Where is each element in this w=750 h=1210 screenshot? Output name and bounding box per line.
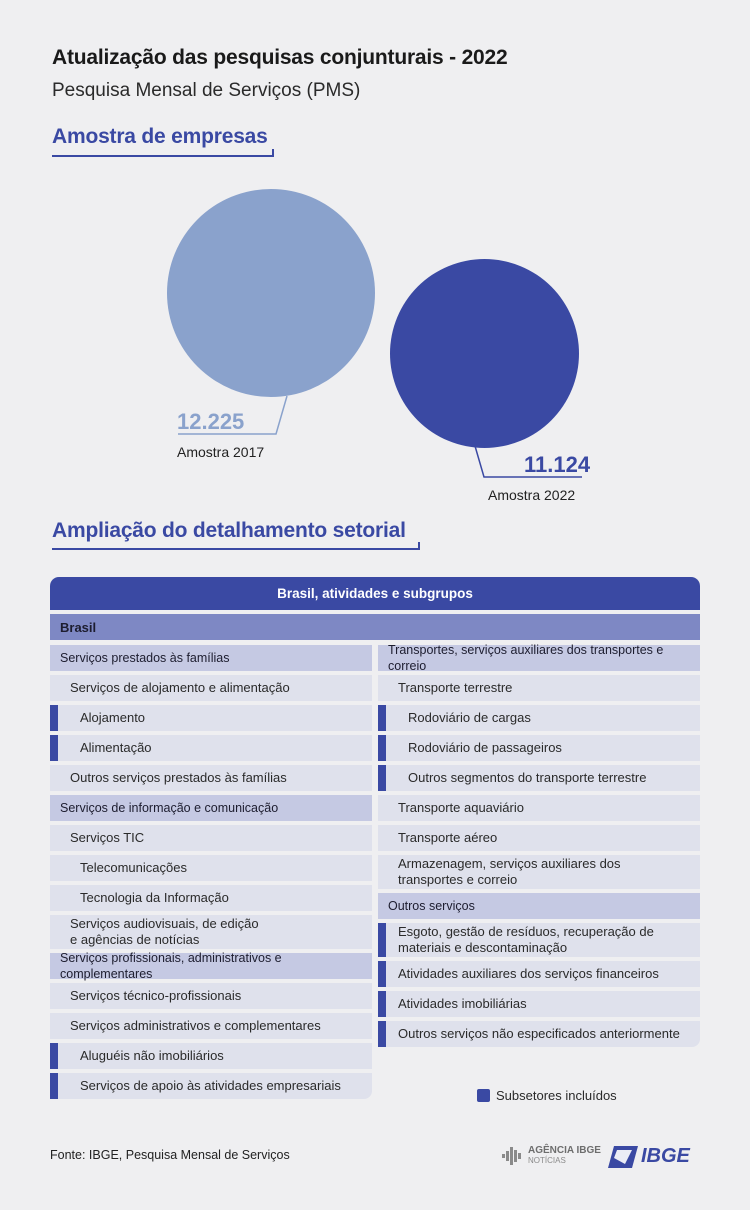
activity-label: Serviços de alojamento e alimentação [70, 680, 290, 695]
subsector-marker [378, 961, 386, 987]
activity-row [378, 795, 700, 821]
activity-row [378, 991, 700, 1017]
agencia-logo-icon [502, 1145, 524, 1167]
group-row [378, 645, 700, 671]
activity-row [50, 885, 372, 911]
activity-label: Atividades imobiliárias [398, 996, 527, 1011]
subsector-marker [378, 991, 386, 1017]
activity-row [378, 923, 700, 957]
activity-label: Serviços técnico-profissionais [70, 988, 242, 1003]
table-header: Brasil, atividades e subgrupos [50, 577, 700, 610]
sector-section-underline [52, 548, 420, 550]
sample-2022-label: Amostra 2022 [488, 487, 576, 503]
activity-label: Outros segmentos do transporte terrestre [408, 770, 647, 785]
sector-section-title: Ampliação do detalhamento setorial [52, 519, 406, 542]
activity-label: Esgoto, gestão de resíduos, recuperação de materiais e descontaminação [398, 924, 654, 955]
group-label: Serviços prestados às famílias [60, 651, 230, 665]
activity-row [50, 675, 372, 701]
group-row [50, 953, 372, 979]
activity-row [50, 735, 372, 761]
sample-section-title: Amostra de empresas [52, 125, 268, 148]
group-label: Serviços de informação e comunicação [60, 801, 279, 815]
agencia-logo-text: AGÊNCIA IBGE [528, 1145, 601, 1156]
activity-label: Armazenagem, serviços auxiliares dos transportes e correio [398, 856, 621, 887]
activity-label: Rodoviário de cargas [408, 710, 531, 725]
subsector-marker [378, 1021, 386, 1047]
ibge-logo-text: IBGE [641, 1145, 690, 1167]
sample-2017-value: 12.225 [177, 409, 245, 434]
activity-label: Rodoviário de passageiros [408, 740, 562, 755]
activity-row [50, 705, 372, 731]
activity-label: Serviços administrativos e complementares [70, 1018, 321, 1033]
activity-row [378, 765, 700, 791]
ibge-logo [608, 1145, 690, 1168]
activity-row [378, 825, 700, 851]
activity-row [50, 855, 372, 881]
source-note: Fonte: IBGE, Pesquisa Mensal de Serviços [50, 1148, 290, 1162]
subsector-marker [378, 923, 386, 957]
activity-label: Transporte terrestre [398, 680, 513, 695]
activity-label: Serviços audiovisuais, de edição e agências de notícias [70, 916, 259, 947]
activity-row [50, 983, 372, 1009]
legend-swatch [477, 1089, 490, 1102]
activity-row [50, 825, 372, 851]
activity-label: Aluguéis não imobiliários [80, 1048, 224, 1063]
activity-row [378, 961, 700, 987]
activity-row [50, 1013, 372, 1039]
activity-label: Alimentação [80, 740, 152, 755]
ibge-logo-icon [608, 1146, 638, 1168]
subsector-marker [378, 705, 386, 731]
activity-label: Serviços TIC [70, 830, 145, 845]
subsector-marker [50, 705, 58, 731]
group-label: Outros serviços [388, 899, 475, 913]
underline-tick [418, 542, 420, 550]
agencia-logo-sub: NOTÍCIAS [528, 1156, 566, 1165]
legend-label: Subsetores incluídos [496, 1088, 617, 1103]
page-title: Atualização das pesquisas conjunturais - 2022 [52, 46, 508, 69]
group-row [50, 795, 372, 821]
group-row [378, 893, 700, 919]
activity-label: Transporte aquaviário [398, 800, 524, 815]
activity-row [378, 855, 700, 889]
activity-row [378, 735, 700, 761]
subsector-marker [50, 1043, 58, 1069]
brasil-row: Brasil [50, 614, 700, 640]
activity-label: Tecnologia da Informação [80, 890, 229, 905]
group-label: Transportes, serviços auxiliares dos transportes e correio [388, 643, 664, 673]
activity-label: Transporte aéreo [398, 830, 498, 845]
agencia-ibge-logo [502, 1145, 601, 1167]
leader-lines [0, 0, 750, 520]
activity-row [50, 1073, 372, 1099]
subsector-marker [50, 1073, 58, 1099]
subsector-marker [50, 735, 58, 761]
activity-row [378, 705, 700, 731]
activity-row [50, 915, 372, 949]
activity-row [50, 765, 372, 791]
activity-label: Telecomunicações [80, 860, 187, 875]
activity-row [378, 675, 700, 701]
activity-label: Outros serviços não especificados anteriormente [398, 1026, 680, 1041]
activity-row [50, 1043, 372, 1069]
sample-2022-value: 11.124 [524, 452, 591, 477]
activity-label: Alojamento [80, 710, 146, 725]
activity-label: Serviços de apoio às atividades empresariais [80, 1078, 341, 1093]
sample-2017-label: Amostra 2017 [177, 444, 265, 460]
activity-label: Outros serviços prestados às famílias [70, 770, 287, 785]
group-label: Serviços profissionais, administrativos e complementares [60, 951, 282, 981]
activity-label: Atividades auxiliares dos serviços financeiros [398, 966, 659, 981]
activity-row [378, 1021, 700, 1047]
group-row [50, 645, 372, 671]
page-subtitle: Pesquisa Mensal de Serviços (PMS) [52, 80, 361, 101]
subsector-marker [378, 765, 386, 791]
subsector-marker [378, 735, 386, 761]
